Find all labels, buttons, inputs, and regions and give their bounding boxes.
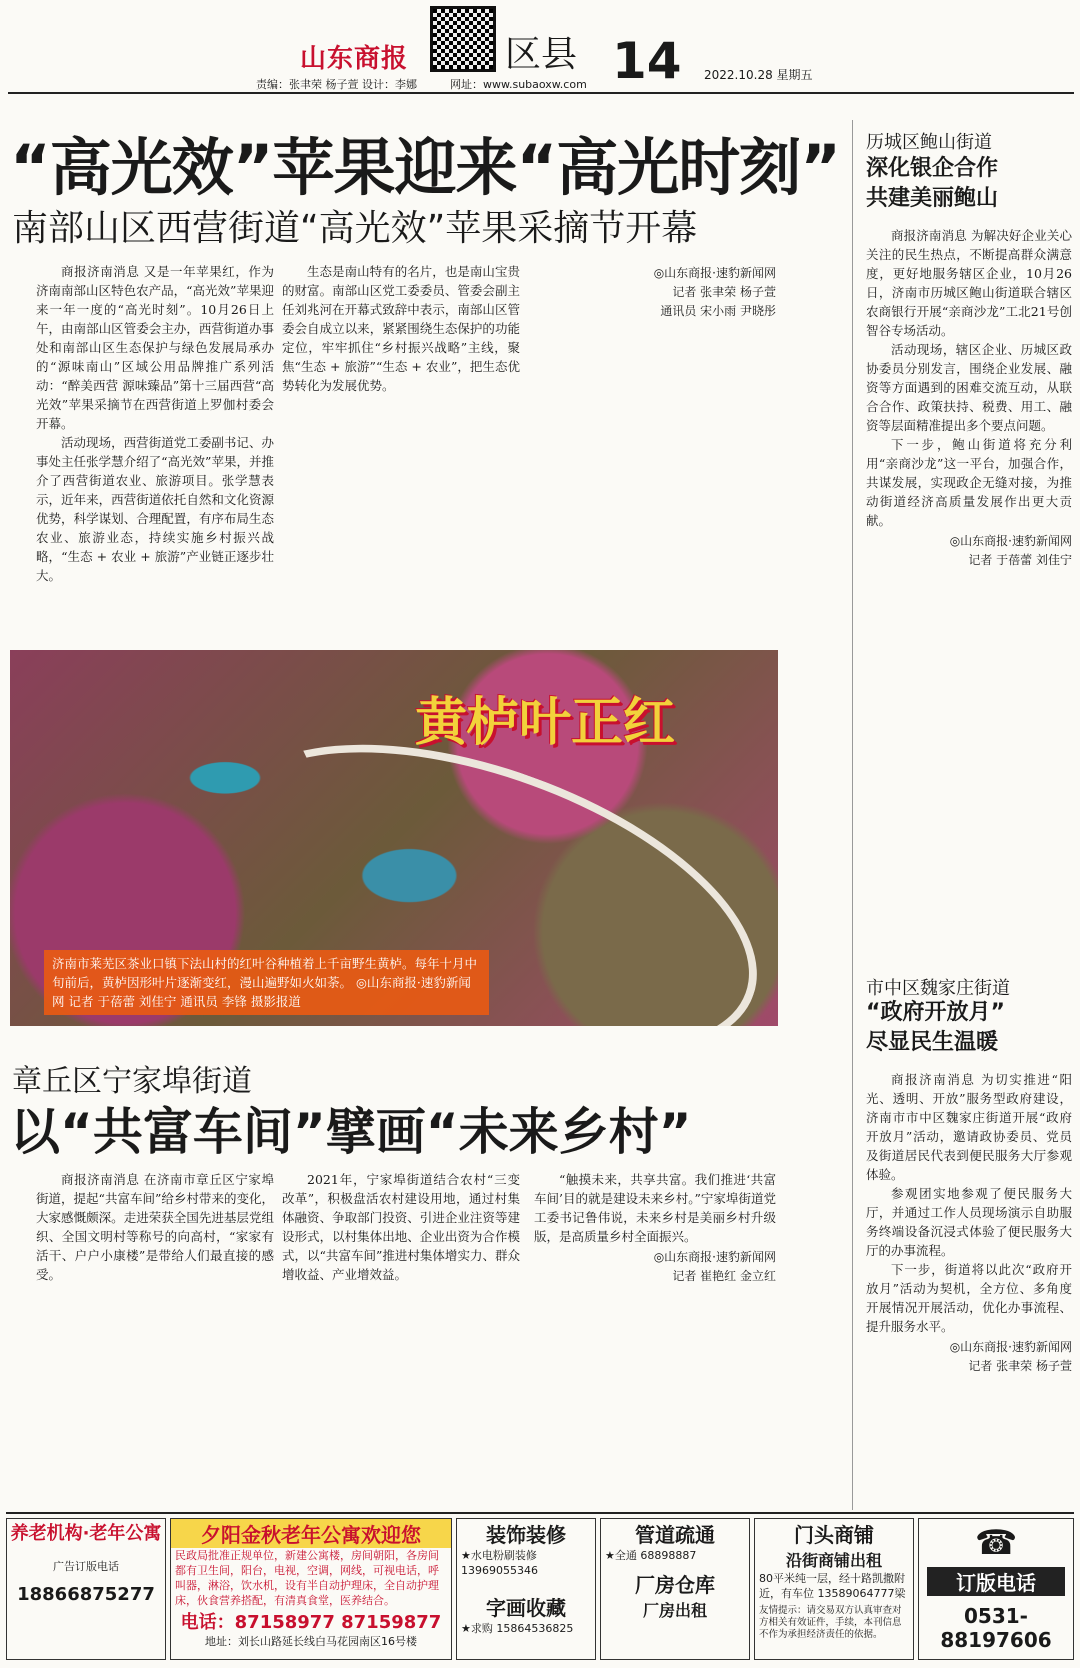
right2-paragraph: 下一步，街道将以此次“政府开放月”活动为契机，全方位、多角度开展情况开展活动，优化办事流程、提升服务水平。: [866, 1262, 1072, 1334]
article1-paragraph: 商报济南消息 又是一年苹果红，作为济南南部山区特色农产品，“高光效”苹果迎来一年一度的“高光时刻”。10月26日上午，由南部山区管委会主办，西营街道办事处和南部山区生态保护与绿色发展局承办的“源味南山”区域公用品牌推广系列活动：“醉美西营 源味臻品”第十三届西营“高光效”苹果采摘节在西营街道上罗伽村委会开幕。: [36, 264, 274, 431]
newspaper-logo: 山东商报: [300, 44, 409, 74]
article1-paragraph: 生态是南山特有的名片，也是南山宝贵的财富。南部山区党工委委员、管委会副主任刘兆河在开幕式致辞中表示，南部山区管委会自成立以来，紧紧围绕生态保护的功能定位，牢牢抓住“乡村振兴战略”主线，聚焦“生态 + 旅游”“生态 + 农业”，把生态优势转化为发展优势。: [282, 264, 520, 393]
ad-elderly-care: 养老机构·老年公寓 广告订版电话 18866875277: [6, 1518, 166, 1660]
article2-title: 以“共富车间”擘画“未来乡村”: [10, 1103, 692, 1161]
article1-title: “高光效”苹果迎来“高光时刻”: [10, 131, 840, 204]
article2-column-3: [534, 1170, 776, 1506]
telephone-icon: ☎: [974, 1523, 1018, 1563]
article2-column-1: [36, 1170, 274, 1506]
article2-paragraph: “触摸未来，共享共富。我们推进‘共富车间’目的就是建设未来乡村。”宁家埠街道党工委书记鲁伟说，未来乡村是美丽乡村升级版，是高质量乡村全面振兴。: [534, 1172, 776, 1244]
article2-byline: ◎山东商报·速豹新闻网 记者 崔艳红 金立红: [653, 1250, 776, 1283]
article1-column-3: [534, 262, 776, 626]
article1-subtitle: 南部山区西营街道“高光效”苹果采摘节开幕: [12, 208, 698, 249]
right1-title: 深化银企合作 共建美丽鲍山: [866, 156, 999, 211]
right1-body: [866, 226, 1072, 954]
right2-paragraph: 参观团实地参观了便民服务大厅，并通过工作人员现场演示自助服务终端设备沉浸式体验了便民服务大厅的办事流程。: [866, 1186, 1072, 1258]
right2-byline: ◎山东商报·速豹新闻网 记者 张聿荣 杨子萱: [949, 1340, 1072, 1373]
right2-paragraph: 商报济南消息 为切实推进“阳光、透明、开放”服务型政府建设，济南市市中区魏家庄街道开展“政府开放月”活动，邀请政协委员、党员及街道居民代表到便民服务大厅参观体验。: [866, 1072, 1072, 1182]
right1-paragraph: 下一步，鲍山街道将充分利用“亲商沙龙”这一平台，加强合作，共谋发展，实现政企无缝对接，为推动街道经济高质量发展作出更大贡献。: [866, 437, 1072, 528]
right1-byline: ◎山东商报·速豹新闻网 记者 于蓓蕾 刘佳宁: [949, 534, 1072, 567]
autumn-leaves-photo: [10, 650, 778, 1026]
editors-credit: 责编：张聿荣 杨子萱 设计：李娜: [256, 78, 417, 91]
article1-column-1: [36, 262, 274, 626]
article2-paragraph: 商报济南消息 在济南市章丘区宁家埠街道，提起“共富车间”给乡村带来的变化，大家感慨颇深。走进荣获全国先进基层党组织、全国文明村等称号的向高村，“家家有活干、户户小康楼”是带给人们最直接的感受。: [36, 1172, 274, 1282]
column-divider: [852, 120, 853, 1510]
classified-ads: [6, 1512, 1074, 1662]
ad-pipes-warehouse: 管道疏通 ★全通 68898887 厂房仓库 厂房出租: [600, 1518, 750, 1660]
qr-code-icon: [430, 6, 496, 72]
photo-caption: 济南市莱芜区茶业口镇下法山村的红叶谷种植着上千亩野生黄栌。每年十月中旬前后，黄栌因形叶片逐渐变红，漫山遍野如火如荼。 ◎山东商报·速豹新闻网 记者 于蓓蕾 刘佳宁 通讯员 李锋 摄影报道: [44, 950, 489, 1015]
issue-date: 2022.10.28 星期五: [704, 68, 813, 82]
article2-column-2: [282, 1170, 520, 1506]
right2-kicker: 市中区魏家庄街道: [866, 978, 1010, 999]
right2-body: [866, 1070, 1072, 1506]
article2-paragraph: 2021年，宁家埠街道结合农村“三变改革”，积极盘活农村建设用地，通过村集体融资、争取部门投资、引进企业注资等建设形式，以村集体出地、企业出资为合作模式，以“共富车间”推进村集体增实力、群众增收益、产业增效益。: [282, 1172, 520, 1282]
photo-title: 黄栌叶正红: [415, 693, 676, 753]
right1-paragraph: 商报济南消息 为解决好企业关心关注的民生热点，不断提高群众满意度，更好地服务辖区企业，10月26日，济南市历城区鲍山街道联合辖区农商银行开展“亲商沙龙”工北21号创智谷专场活动。: [866, 228, 1072, 338]
right1-kicker: 历城区鲍山街道: [866, 132, 992, 153]
article2-kicker: 章丘区宁家埠街道: [12, 1064, 252, 1099]
website-url: 网址：www.subaoxw.com: [450, 78, 587, 91]
section-name: 区县: [505, 34, 578, 75]
page-number: 14: [612, 32, 682, 90]
article1-paragraph: 活动现场，西营街道党工委副书记、办事处主任张学慧介绍了“高光效”苹果，并推介了西营街道农业、旅游项目。张学慧表示，近年来，西营街道依托自然和文化资源优势，科学谋划、合理配置，有序布局生态农业、旅游业态，持续实施乡村振兴战略，“生态 + 农业 + 旅游”产业链正逐步壮大。: [36, 435, 274, 583]
masthead: [0, 0, 1080, 100]
right1-paragraph: 活动现场，辖区企业、历城区政协委员分别发言，围绕企业发展、融资等方面遇到的困难交流互动，从联合合作、政策扶持、税费、用工、融资等层面精准提出多个要点问题。: [866, 342, 1072, 433]
right2-title: “政府开放月” 尽显民生温暖: [866, 1000, 1005, 1055]
article1-byline: ◎山东商报·速豹新闻网 记者 张聿荣 杨子萱 通讯员 宋小雨 尹晓彤: [653, 266, 776, 318]
ad-subscription: ☎ 订版电话 0531-88197606: [918, 1518, 1074, 1660]
ad-renovation: 装饰装修 ★水电粉刷装修 13969055346 字画收藏 ★求购 15864536825: [456, 1518, 596, 1660]
ad-senior-apartment: 夕阳金秋老年公寓欢迎您 民政局批准正规单位，新建公寓楼，房间朝阳，各房间都有卫生间，阳台，电视，空调，网线，可视电话，呼叫器，淋浴，饮水机，设有半自动护理床，全自动护理床，伙食营养搭配，有清真食堂，医养结合。 电话：87158977 87159877 地址：刘长山路延长线白马花园南区16号楼: [170, 1518, 452, 1660]
ad-shopfront: 门头商铺 沿街商铺出租 80平米纯一层，经十路凯撒附近，有车位 13589064777梁 友情提示：请交易双方认真审查对方相关有效证件，手续，本刊信息不作为承担经济责任的依据。: [754, 1518, 914, 1660]
header-rule: [8, 92, 1074, 94]
article1-column-2: [282, 262, 520, 626]
